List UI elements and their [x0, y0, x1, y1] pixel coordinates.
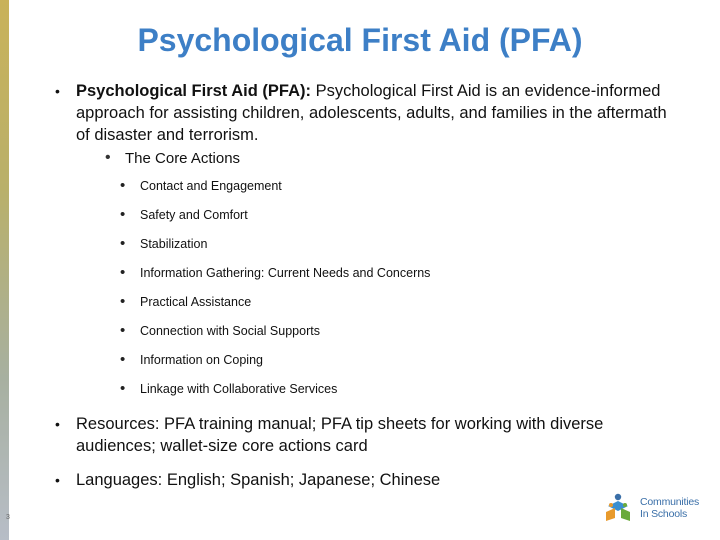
- bullet-languages: [55, 469, 670, 491]
- bullet-intro: [55, 80, 670, 146]
- bullet-core-actions: [105, 148, 670, 170]
- core-actions-heading: The Core Actions: [125, 150, 241, 167]
- bullet-dot-icon: •: [120, 235, 126, 252]
- list-item-label: Information on Coping: [140, 353, 263, 367]
- list-item-label: Stabilization: [140, 237, 208, 251]
- bullet-dot-icon: •: [120, 293, 126, 310]
- intro-text: Psychological First Aid is an evidence-informed approach for assisting children, adolescents, adults, and families in the aftermath of disaster and terrorism.: [76, 82, 667, 144]
- list-item-label: Connection with Social Supports: [140, 324, 320, 338]
- bullet-dot-icon: •: [55, 83, 60, 99]
- bullet-dot-icon: •: [120, 264, 126, 281]
- bullet-dot-icon: •: [120, 177, 126, 194]
- languages-text: Languages: English; Spanish; Japanese; Chinese: [76, 471, 441, 489]
- page-number: 3: [6, 514, 10, 521]
- bullet-dot-icon: •: [120, 322, 126, 339]
- list-item: [120, 204, 670, 233]
- bullet-dot-icon: •: [120, 206, 126, 223]
- list-item: [120, 349, 670, 378]
- bullet-dot-icon: •: [120, 380, 126, 397]
- intro-term: Psychological First Aid (PFA):: [76, 82, 312, 100]
- list-item-label: Safety and Comfort: [140, 208, 248, 222]
- resources-text: Resources: PFA training manual; PFA tip sheets for working with diverse audiences; wallet-size core actions card: [76, 415, 604, 455]
- slide-title: Psychological First Aid (PFA): [137, 22, 583, 58]
- left-accent-bar: [0, 0, 9, 540]
- logo-text: [640, 496, 699, 520]
- core-actions-list: [120, 175, 670, 407]
- list-item-label: Information Gathering: Current Needs and Concerns: [140, 266, 431, 280]
- list-item: [120, 175, 670, 204]
- list-item: [120, 378, 670, 407]
- list-item-label: Linkage with Collaborative Services: [140, 382, 338, 396]
- bullet-dot-icon: •: [55, 472, 60, 488]
- list-item: [120, 320, 670, 349]
- list-item: [120, 291, 670, 320]
- bullet-dot-icon: •: [105, 149, 111, 166]
- list-item: [120, 233, 670, 262]
- list-item-label: Contact and Engagement: [140, 179, 282, 193]
- list-item: [120, 262, 670, 291]
- bullet-dot-icon: •: [55, 416, 60, 432]
- slide-content: [55, 80, 670, 491]
- bullet-resources: [55, 413, 670, 457]
- bullet-dot-icon: •: [120, 351, 126, 368]
- logo-line-1: Communities: [640, 496, 700, 508]
- list-item-label: Practical Assistance: [140, 295, 252, 309]
- logo-line-2: In Schools: [640, 508, 688, 520]
